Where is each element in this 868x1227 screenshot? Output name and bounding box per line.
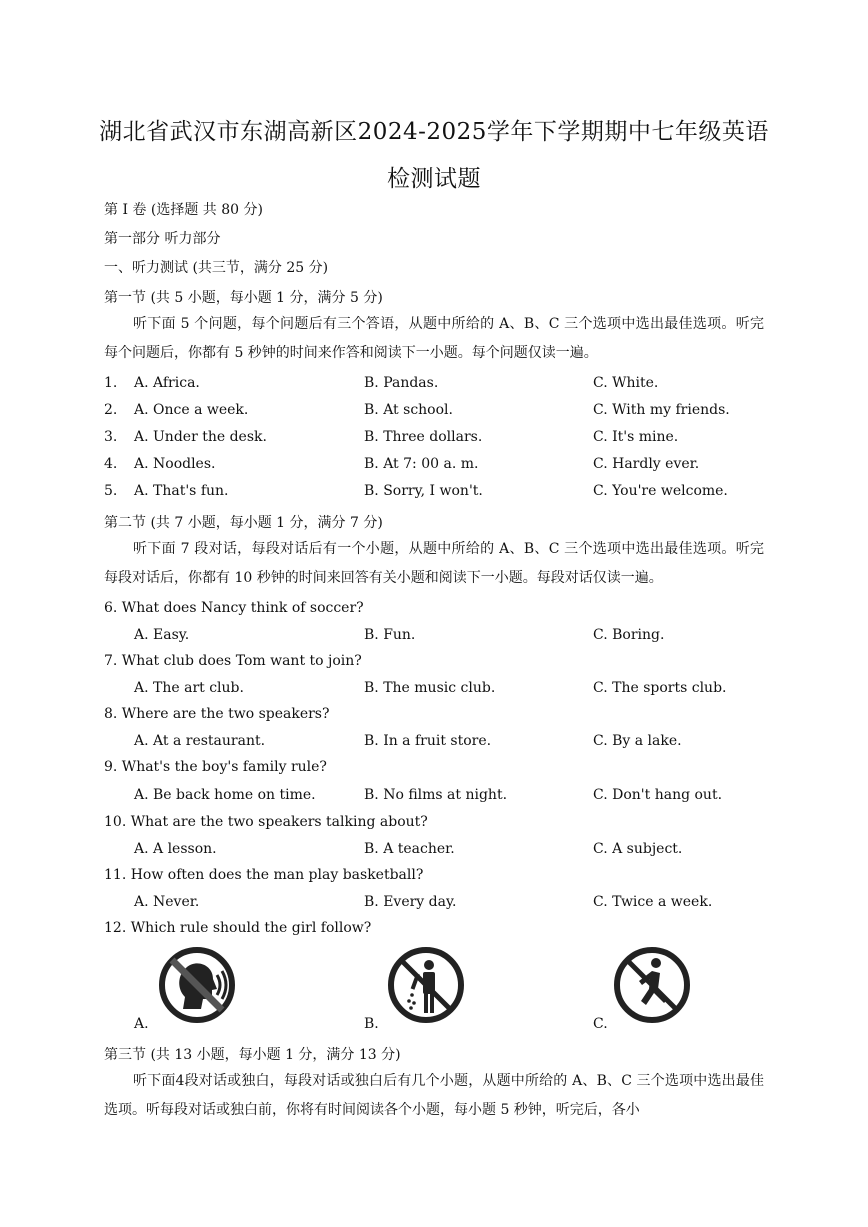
part-heading: 第一部分 听力部分 [104,231,221,247]
option-c: C. Hardly ever. [593,456,700,472]
question-6: 6. What does Nancy think of soccer? [104,600,364,616]
question-12: 12. Which rule should the girl follow? [104,920,372,936]
option-b-label: B. [364,1016,379,1032]
question-number: 3. [104,429,118,445]
option-c: C. With my friends. [593,402,730,418]
section1-heading: 第一节 (共 5 小题，每小题 1 分，满分 5 分) [104,290,383,306]
question-6-options [104,627,784,649]
option-a: A. Africa. [134,375,200,391]
question-7: 7. What club does Tom want to join? [104,653,362,669]
option-a: A. Once a week. [134,402,249,418]
option-a: A. At a restaurant. [134,733,266,749]
option-a: A. Be back home on time. [134,787,316,803]
section1-instruction: 听下面 5 个问题，每个问题后有三个答语，从题中所给的 A、B、C 三个选项中选出最佳选项。听完每个问题后，你都有 5 秒钟的时间来作答和阅读下一小题。每个问题仅读一遍。 [104,316,764,361]
option-a-label: A. [134,1016,149,1032]
question-8-options [104,733,784,755]
no-littering-icon [386,945,466,1025]
no-talking-icon [157,945,237,1025]
option-a: A. The art club. [134,680,244,696]
option-c: C. You're welcome. [593,483,728,499]
question-row-3 [104,429,784,451]
question-7-options [104,680,784,702]
section-heading: 一、听力测试 (共三节，满分 25 分) [104,260,329,276]
option-b: B. Sorry, I won't. [364,483,483,499]
question-9: 9. What's the boy's family rule? [104,759,327,775]
question-10: 10. What are the two speakers talking about? [104,814,428,830]
option-b: B. Fun. [364,627,416,643]
document-title-line2: 检测试题 [387,166,481,192]
section2-heading: 第二节 (共 7 小题，每小题 1 分，满分 7 分) [104,515,383,531]
option-c: C. It's mine. [593,429,679,445]
question-11: 11. How often does the man play basketball? [104,867,424,883]
option-b: B. At school. [364,402,453,418]
question-10-options [104,841,784,863]
option-b: B. In a fruit store. [364,733,492,749]
section3-heading: 第三节 (共 13 小题，每小题 1 分，满分 13 分) [104,1047,401,1063]
option-b: B. A teacher. [364,841,455,857]
section2-instruction: 听下面 7 段对话，每段对话后有一个小题，从题中所给的 A、B、C 三个选项中选出最佳选项。听完每段对话后，你都有 10 秒钟的时间来回答有关小题和阅读下一小题。每段对话仅读一遍。 [104,541,764,586]
question-row-5 [104,483,784,505]
option-c: C. Boring. [593,627,665,643]
option-a: A. Easy. [134,627,190,643]
option-c: C. A subject. [593,841,683,857]
option-b: B. No films at night. [364,787,508,803]
question-9-options [104,787,784,809]
option-c: C. The sports club. [593,680,727,696]
option-c: C. By a lake. [593,733,682,749]
option-b: B. Every day. [364,894,457,910]
question-number: 5. [104,483,118,499]
option-a: A. Noodles. [134,456,216,472]
question-number: 4. [104,456,118,472]
option-a: A. A lesson. [134,841,217,857]
option-b: B. At 7: 00 a. m. [364,456,479,472]
option-c-label: C. [593,1016,608,1032]
option-c: C. Twice a week. [593,894,713,910]
question-row-1 [104,375,784,397]
option-b: B. Three dollars. [364,429,483,445]
option-b: B. Pandas. [364,375,439,391]
question-11-options [104,894,784,916]
option-c: C. White. [593,375,659,391]
section3-instruction: 听下面4段对话或独白，每段对话或独白后有几个小题，从题中所给的 A、B、C 三个选项中选出最佳选项。听每段对话或独白前，你将有时间阅读各个小题，每小题 5 秒钟，听完后，各小 [104,1073,764,1118]
option-a: A. That's fun. [134,483,229,499]
document-title-line1: 湖北省武汉市东湖高新区2024-2025学年下学期期中七年级英语 [99,119,769,145]
question-row-2 [104,402,784,424]
question-8: 8. Where are the two speakers? [104,706,330,722]
question-number: 2. [104,402,118,418]
option-b: B. The music club. [364,680,496,696]
question-number: 1. [104,375,118,391]
volume-heading: 第 I 卷 (选择题 共 80 分) [104,202,263,218]
option-c: C. Don't hang out. [593,787,723,803]
no-running-icon [612,945,692,1025]
option-a: A. Never. [134,894,200,910]
question-row-4 [104,456,784,478]
option-a: A. Under the desk. [134,429,267,445]
